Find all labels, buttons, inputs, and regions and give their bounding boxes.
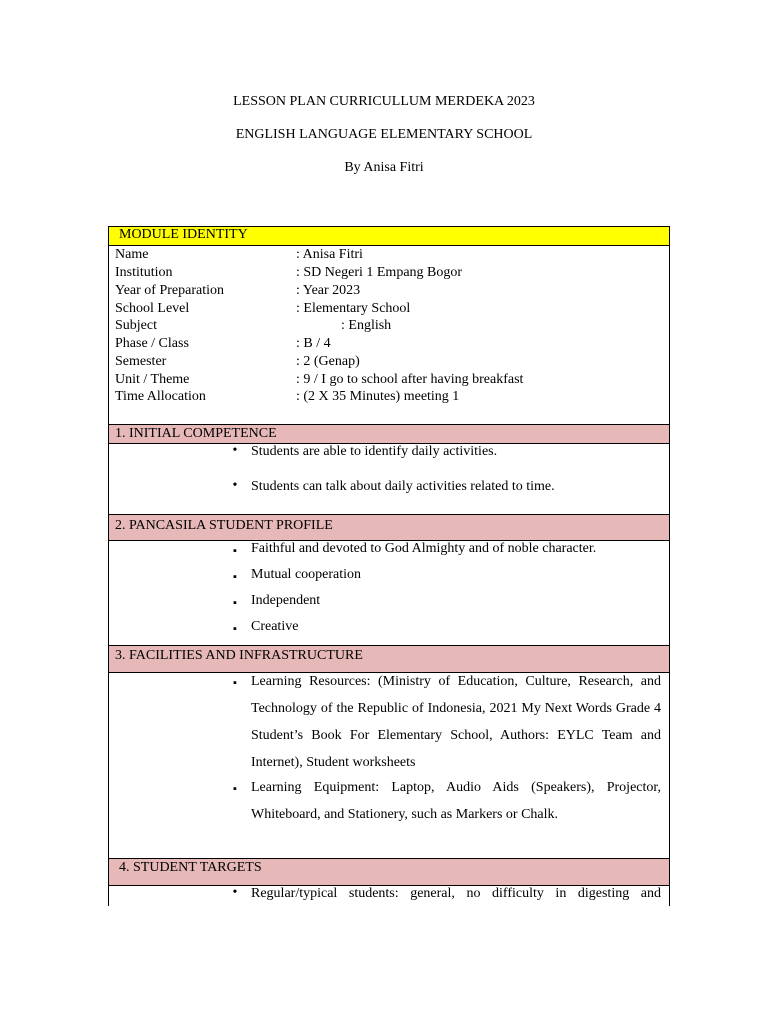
identity-value: : 2 (Genap) bbox=[296, 354, 360, 369]
list-item: Mutual cooperation bbox=[251, 567, 362, 582]
initial-competence-heading: 1. INITIAL COMPETENCE bbox=[109, 424, 669, 444]
identity-value: : Elementary School bbox=[296, 301, 411, 316]
bullet-icon: • bbox=[232, 443, 238, 458]
document-author: By Anisa Fitri bbox=[344, 160, 424, 175]
list-item: Faithful and devoted to God Almighty and of noble character. bbox=[251, 541, 597, 556]
module-identity-heading: MODULE IDENTITY bbox=[109, 226, 669, 246]
lesson-plan-table bbox=[108, 226, 670, 906]
identity-value: : (2 X 35 Minutes) meeting 1 bbox=[296, 389, 460, 404]
list-item: Learning Equipment: Laptop, Audio Aids (Speakers), Projector, Whiteboard, and Stationery, such as Markers or Chalk. bbox=[251, 780, 661, 822]
identity-label: Phase / Class bbox=[115, 336, 189, 351]
identity-value: : Anisa Fitri bbox=[296, 247, 363, 262]
document-subtitle: ENGLISH LANGUAGE ELEMENTARY SCHOOL bbox=[235, 127, 533, 142]
list-item: Creative bbox=[251, 619, 299, 634]
identity-label: School Level bbox=[115, 301, 190, 316]
identity-value: : English bbox=[341, 318, 392, 333]
bullet-icon: ▪ bbox=[233, 677, 237, 689]
identity-value: : 9 / I go to school after having breakfast bbox=[296, 372, 524, 387]
bullet-icon: ▪ bbox=[233, 597, 237, 609]
list-item: Independent bbox=[251, 593, 321, 608]
identity-label: Name bbox=[115, 247, 149, 262]
identity-value: : Year 2023 bbox=[296, 283, 361, 298]
bullet-icon: ▪ bbox=[233, 571, 237, 583]
list-item: Regular/typical students: general, no difficulty in digesting and bbox=[251, 886, 661, 901]
list-item: Students are able to identify daily activities. bbox=[251, 444, 498, 459]
identity-value: : B / 4 bbox=[296, 336, 331, 351]
identity-label: Year of Preparation bbox=[115, 283, 224, 298]
document-title: LESSON PLAN CURRICULLUM MERDEKA 2023 bbox=[233, 94, 535, 109]
facilities-heading: 3. FACILITIES AND INFRASTRUCTURE bbox=[109, 645, 669, 673]
pancasila-profile-heading: 2. PANCASILA STUDENT PROFILE bbox=[109, 514, 669, 541]
bullet-icon: • bbox=[232, 885, 238, 900]
list-item: Learning Resources: (Ministry of Education, Culture, Research, and Technology of the Republic of Indonesia, 2021 My Next Words Grade 4 Student’s Book For Elementary School, Authors: EYLC Team and Internet), Student worksheets bbox=[251, 674, 661, 770]
student-targets-heading: 4. STUDENT TARGETS bbox=[109, 858, 669, 886]
identity-label: Unit / Theme bbox=[115, 372, 190, 387]
identity-label: Subject bbox=[115, 318, 157, 333]
identity-value: : SD Negeri 1 Empang Bogor bbox=[296, 265, 463, 280]
identity-label: Institution bbox=[115, 265, 173, 280]
bullet-icon: ▪ bbox=[233, 623, 237, 635]
identity-label: Time Allocation bbox=[115, 389, 206, 404]
bullet-icon: ▪ bbox=[233, 545, 237, 557]
bullet-icon: ▪ bbox=[233, 783, 237, 795]
identity-label: Semester bbox=[115, 354, 167, 369]
list-item: Students can talk about daily activities related to time. bbox=[251, 479, 555, 494]
bullet-icon: • bbox=[232, 478, 238, 493]
